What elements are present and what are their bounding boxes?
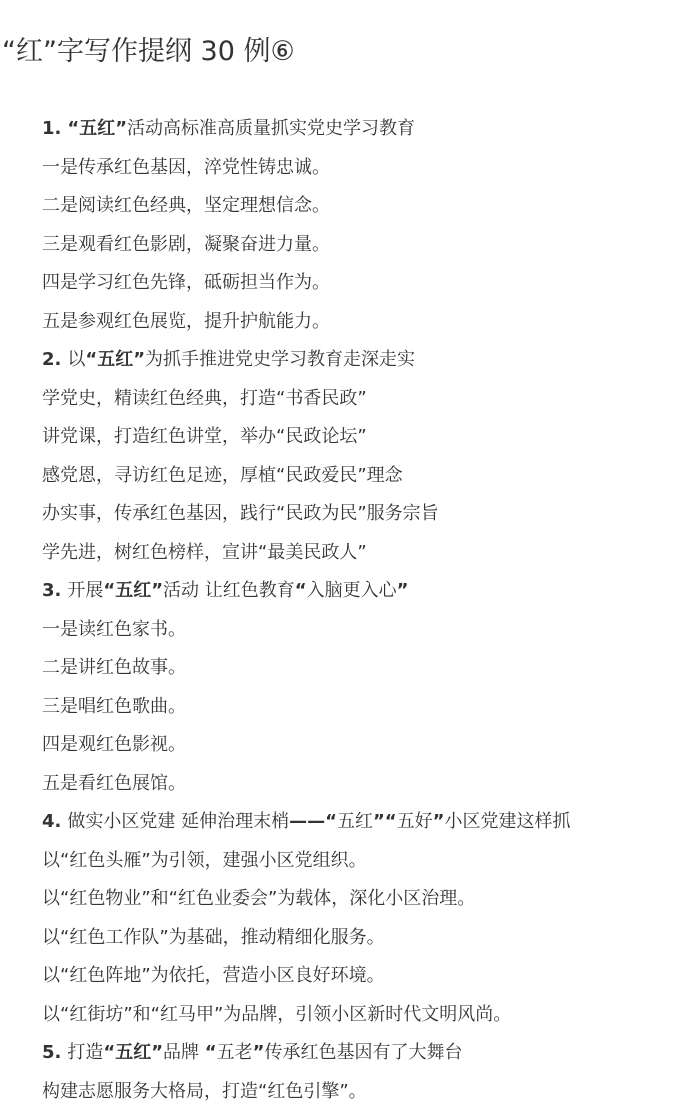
section-number: 2. bbox=[42, 349, 61, 370]
heading-text: “ bbox=[205, 1042, 217, 1063]
heading-text: 五老 bbox=[217, 1042, 253, 1063]
heading-text: ” bbox=[253, 1042, 265, 1063]
heading-text: 活动 让红色教育 bbox=[163, 580, 295, 601]
page-title: “红”字写作提纲 30 例⑥ bbox=[2, 32, 295, 72]
heading-text: “五红” bbox=[103, 1042, 163, 1063]
outline-item: 感党恩，寻访红色足迹，厚植“民政爱民”理念 bbox=[42, 457, 687, 496]
heading-text: “ bbox=[295, 580, 307, 601]
section-heading bbox=[42, 803, 687, 842]
section-number: 5. bbox=[42, 1042, 61, 1063]
outline-item: 一是读红色家书。 bbox=[42, 611, 687, 650]
section-number: 1. bbox=[42, 118, 61, 139]
heading-text: 开展 bbox=[67, 580, 103, 601]
outline-item: 学党史，精读红色经典，打造“书香民政” bbox=[42, 380, 687, 419]
section-number: 3. bbox=[42, 580, 61, 601]
heading-text: 活动高标准高质量抓实党史学习教育 bbox=[127, 118, 415, 139]
section-heading bbox=[42, 1034, 687, 1073]
outline-item: 以“红街坊”和“红马甲”为品牌，引领小区新时代文明风尚。 bbox=[42, 996, 687, 1035]
outline-item: 五是看红色展馆。 bbox=[42, 765, 687, 804]
outline-item: 一是传承红色基因，淬党性铸忠诚。 bbox=[42, 149, 687, 188]
outline-item: 以“红色物业”和“红色业委会”为载体，深化小区治理。 bbox=[42, 880, 687, 919]
section-heading bbox=[42, 572, 687, 611]
section-heading bbox=[42, 341, 687, 380]
outline-item: 五是参观红色展览，提升护航能力。 bbox=[42, 303, 687, 342]
outline-item: 四是观红色影视。 bbox=[42, 726, 687, 765]
heading-text: 五好 bbox=[397, 811, 433, 832]
heading-text: “五红” bbox=[67, 118, 127, 139]
heading-text: 做实小区党建 延伸治理末梢 bbox=[67, 811, 289, 832]
outline-item: 四是学习红色先锋，砥砺担当作为。 bbox=[42, 264, 687, 303]
outline-item: 三是观看红色影剧，凝聚奋进力量。 bbox=[42, 226, 687, 265]
heading-text: 品牌 bbox=[163, 1042, 205, 1063]
outline-item: 以“红色工作队”为基础，推动精细化服务。 bbox=[42, 919, 687, 958]
heading-text: 打造 bbox=[67, 1042, 103, 1063]
outline-item: 二是讲红色故事。 bbox=[42, 649, 687, 688]
outline-item: 讲党课，打造红色讲堂，举办“民政论坛” bbox=[42, 418, 687, 457]
article-body bbox=[42, 110, 687, 1111]
heading-text: 以 bbox=[67, 349, 85, 370]
heading-text: 小区党建这样抓 bbox=[444, 811, 570, 832]
heading-text: 入脑更入心 bbox=[307, 580, 397, 601]
heading-text: ”“ bbox=[373, 811, 397, 832]
outline-item: 二是阅读红色经典，坚定理想信念。 bbox=[42, 187, 687, 226]
heading-text: “五红” bbox=[85, 349, 145, 370]
outline-item: 以“红色阵地”为依托，营造小区良好环境。 bbox=[42, 957, 687, 996]
outline-item: 学先进，树红色榜样，宣讲“最美民政人” bbox=[42, 534, 687, 573]
heading-text: 五红 bbox=[337, 811, 373, 832]
heading-text: ——“ bbox=[289, 811, 337, 832]
heading-text: ” bbox=[433, 811, 445, 832]
outline-item: 办实事，传承红色基因，践行“民政为民”服务宗旨 bbox=[42, 495, 687, 534]
outline-item: 三是唱红色歌曲。 bbox=[42, 688, 687, 727]
section-heading bbox=[42, 110, 687, 149]
outline-item: 以“红色头雁”为引领，建强小区党组织。 bbox=[42, 842, 687, 881]
heading-text: “五红” bbox=[103, 580, 163, 601]
heading-text: ” bbox=[397, 580, 409, 601]
heading-text: 传承红色基因有了大舞台 bbox=[264, 1042, 462, 1063]
outline-item: 构建志愿服务大格局，打造“红色引擎”。 bbox=[42, 1073, 687, 1111]
heading-text: 为抓手推进党史学习教育走深走实 bbox=[145, 349, 415, 370]
section-number: 4. bbox=[42, 811, 61, 832]
